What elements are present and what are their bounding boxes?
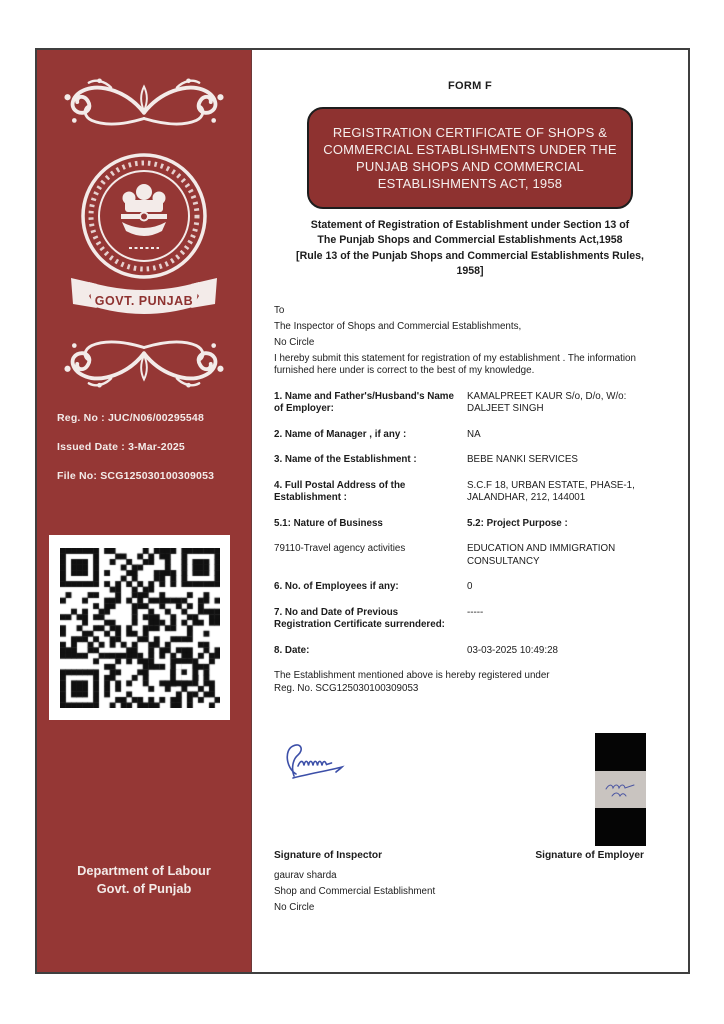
field-value: EDUCATION AND IMMIGRATION CONSULTANCY	[467, 543, 616, 567]
emblem-ribbon	[71, 278, 217, 314]
field-row-employer-name	[274, 391, 688, 416]
field-value: KAMALPREET KAUR S/o, D/o, W/o: DALJEET SINGH	[467, 390, 627, 415]
circle: No Circle	[274, 336, 315, 348]
punjab-state-emblem-icon	[59, 144, 229, 322]
statement-heading	[296, 218, 644, 279]
department-line1: Department of Labour	[77, 863, 211, 878]
statement-line2: The Punjab Shops and Commercial Establishments Act,1958	[317, 234, 623, 247]
employer-signature-script-band	[595, 771, 646, 808]
flourish-ornament-middle-icon	[48, 332, 240, 392]
form-fields	[274, 391, 688, 658]
qr-code	[49, 535, 230, 720]
employer-signature-script-icon	[598, 775, 643, 805]
field-value: -----	[467, 606, 484, 618]
statement-line1: Statement of Registration of Establishment under Section 13 of	[310, 219, 630, 231]
declaration-text: I hereby submit this statement for registration of my establishment . The information furnished here under is correct to the best of my knowledge.	[274, 352, 636, 377]
field-label: 3. Name of the Establishment :	[274, 454, 417, 466]
certificate-page	[35, 48, 690, 974]
certificate-body	[252, 50, 688, 972]
field-row-business-purpose-headers	[274, 518, 688, 531]
ashoka-lion-capital-icon	[121, 184, 167, 236]
issued-date: Issued Date : 3-Mar-2025	[57, 441, 185, 453]
field-label: 1. Name and Father's/Husband's Name of Employer:	[274, 390, 454, 415]
emblem-caption: GOVT. PUNJAB	[94, 294, 194, 308]
inspector-department: Shop and Commercial Establishment	[274, 886, 436, 897]
field-row-business-purpose-values	[274, 543, 688, 568]
employer-signature-label: Signature of Employer	[535, 850, 644, 861]
field-value: 0	[467, 581, 473, 593]
department-title	[37, 862, 251, 897]
flourish-ornament-top-icon	[48, 74, 240, 134]
inspector-details	[274, 868, 435, 916]
to-label: To	[274, 305, 285, 317]
inspector-signature-image	[278, 738, 352, 790]
field-row-previous-certificate	[274, 607, 688, 632]
qr-code-image	[60, 548, 220, 708]
file-number: File No: SCG125030100309053	[57, 470, 215, 482]
employer-signature-image	[595, 733, 646, 846]
field-value: NA	[467, 428, 481, 440]
field-label: 5.1: Nature of Business	[274, 517, 383, 529]
field-value: S.C.F 18, URBAN ESTATE, PHASE-1, JALANDHAR, 212, 144001	[467, 479, 635, 504]
field-row-manager-name	[274, 429, 688, 442]
inspector-circle: No Circle	[274, 902, 315, 913]
registration-note: The Establishment mentioned above is hereby registered under Reg. No. SCG125030100309053	[274, 670, 550, 694]
field-row-employees	[274, 581, 688, 594]
addressee: The Inspector of Shops and Commercial Establishments,	[274, 320, 522, 332]
employer-signature-top-band	[595, 733, 646, 771]
field-value: BEBE NANKI SERVICES	[467, 454, 578, 466]
field-value: 5.2: Project Purpose :	[467, 517, 568, 529]
form-label: FORM F	[448, 80, 492, 92]
signature-labels-row	[274, 850, 644, 861]
employer-signature-bottom-band	[595, 808, 646, 846]
department-line2: Govt. of Punjab	[96, 880, 192, 896]
certificate-title-banner: REGISTRATION CERTIFICATE OF SHOPS & COMMERCIAL ESTABLISHMENTS UNDER THE PUNJAB SHOPS AND COMMERCIAL ESTABLISHMENTS ACT, 1958	[307, 107, 633, 209]
inspector-signature-label: Signature of Inspector	[274, 850, 383, 861]
inspector-name: gaurav sharda	[274, 870, 337, 881]
field-label: 8. Date:	[274, 644, 310, 656]
statement-line3: [Rule 13 of the Punjab Shops and Commercial Establishments Rules, 1958]	[296, 249, 644, 277]
registration-number: Reg. No : JUC/N06/00295548	[57, 412, 205, 424]
letter-block	[274, 305, 656, 378]
field-label: 2. Name of Manager , if any :	[274, 428, 407, 440]
field-row-establishment-name	[274, 454, 688, 467]
field-value: 03-03-2025 10:49:28	[467, 644, 558, 656]
field-row-date	[274, 645, 688, 658]
field-row-postal-address	[274, 480, 688, 505]
field-label: 79110-Travel agency activities	[274, 543, 406, 555]
field-label: 7. No and Date of Previous Registration Certificate surrendered:	[274, 606, 445, 631]
field-label: 6. No. of Employees if any:	[274, 581, 399, 593]
sidebar	[37, 50, 252, 972]
field-label: 4. Full Postal Address of the Establishment :	[274, 479, 406, 504]
